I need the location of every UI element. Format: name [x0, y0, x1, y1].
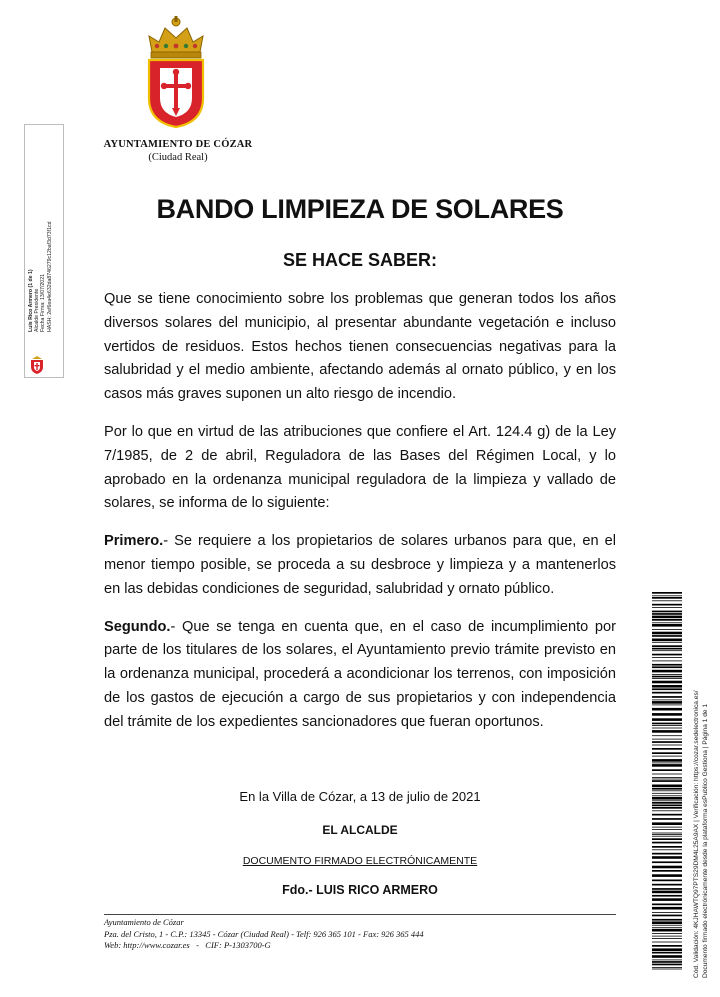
barcode-bar — [652, 607, 682, 608]
barcode-bar — [652, 912, 682, 913]
second-text: - Que se tenga en cuenta que, en el caso de incumplimiento por parte de los titulares de los solares, el Ayuntamiento previo trámite previsto en la ordenanza municipal, procederá a acondicionar los terrenos, con imposición de los gastos de ejecución a cargo de sus propietarios y con independencia del trámite de los expedientes sancionadores que fueran oportunos. — [104, 618, 616, 730]
barcode-bar — [652, 907, 682, 910]
barcode-bar — [652, 645, 682, 647]
barcode-bar — [652, 624, 682, 627]
barcode-bar — [652, 904, 682, 906]
barcode-bar — [652, 874, 682, 877]
signature-details — [28, 222, 53, 332]
footer-divider — [104, 914, 616, 915]
barcode-bar — [652, 597, 682, 599]
barcode-bar — [652, 774, 682, 775]
barcode-bar — [652, 919, 682, 921]
barcode-bar — [652, 880, 682, 882]
barcode-bar — [652, 802, 682, 804]
barcode-bar — [652, 948, 682, 951]
barcode-bar — [652, 595, 682, 596]
barcode-bar — [652, 861, 682, 863]
barcode-bar — [652, 836, 682, 837]
signature-hash-line: HASH: 2ef6ea4e632da8746279c12baf3d73f1cd — [46, 221, 53, 332]
barcode-bar — [652, 756, 682, 757]
date-line: En la Villa de Cózar, a 13 de julio de 2021 — [239, 789, 481, 804]
barcode-bar — [652, 856, 682, 859]
barcode-bar — [652, 748, 682, 750]
barcode-bar — [652, 632, 682, 635]
signature-date-line: Fecha Firma: 13/07/2021 — [40, 274, 47, 332]
barcode-bar — [652, 829, 682, 830]
electronic-signature-text: DOCUMENTO FIRMADO ELECTRÓNICAMENTE — [242, 855, 478, 867]
barcode-bar — [652, 793, 682, 794]
signer-name: Fdo.- LUIS RICO ARMERO — [282, 883, 438, 897]
barcode-bar — [652, 735, 682, 736]
barcode-bar — [652, 888, 682, 890]
validation-info — [692, 690, 710, 978]
barcode-bar — [652, 769, 682, 771]
barcode-bar — [652, 713, 682, 716]
document-body — [104, 288, 616, 749]
barcode-bar — [652, 701, 682, 704]
barcode-bar — [652, 797, 682, 800]
barcode-bar — [652, 834, 682, 835]
barcode-bar — [652, 925, 682, 926]
barcode-bar — [652, 805, 682, 807]
barcode-bar — [652, 681, 682, 684]
barcode-bar — [652, 700, 682, 701]
barcode-bar — [652, 752, 682, 754]
barcode-bar — [652, 827, 682, 828]
barcode-bar — [652, 670, 682, 673]
barcode-bar — [652, 777, 682, 778]
barcode-bar — [652, 891, 682, 894]
barcode-bar — [652, 650, 682, 651]
barcode-bar — [652, 688, 682, 690]
barcode-bar — [652, 849, 682, 850]
barcode-bar — [652, 810, 682, 811]
paragraph-second — [104, 616, 616, 735]
barcode-bar — [652, 785, 682, 788]
barcode-bar — [652, 692, 682, 694]
barcode-bar — [652, 592, 682, 594]
barcode-bar — [652, 807, 682, 809]
barcode-bar — [652, 604, 682, 606]
shield-icon — [149, 60, 203, 127]
barcode-bar — [652, 685, 682, 688]
first-text: - Se requiere a los propietarios de solares urbanos para que, en el menor tiempo posible, se proceda a su desbroce y limpieza y a mantenerlos en las debidas condiciones de seguridad, salubridad y ornato público. — [104, 533, 616, 597]
barcode-bar — [652, 678, 682, 679]
barcode-bar — [652, 674, 682, 675]
barcode-bar — [652, 718, 682, 721]
barcode-bar — [652, 745, 682, 746]
barcode-bar — [652, 814, 682, 816]
signer-title: EL ALCALDE — [322, 823, 398, 837]
barcode-bar — [652, 788, 682, 790]
barcode-bar — [652, 945, 682, 947]
barcode-bar — [652, 696, 682, 698]
barcode-bar — [652, 764, 682, 767]
paragraph-intro: Que se tiene conocimiento sobre los problemas que generan todos los años diversos solares del municipio, al presentar abundante vegetación e incluso vertidos de residuos. Estos hechos tienen consecuencias negativas para la salubridad y el medio ambiente, afectando además al ornato público, y en los casos más graves suponen un alto riesgo de incendio. — [104, 291, 616, 403]
barcode-bar — [652, 967, 682, 968]
barcode-bar — [652, 779, 682, 780]
barcode-bar — [652, 895, 682, 897]
barcode-bar — [652, 600, 682, 601]
barcode-bar — [652, 613, 682, 615]
barcode-icon — [652, 592, 682, 972]
paragraph-legal-basis: Por lo que en virtud de las atribuciones que confiere el Art. 124.4 g) de la Ley 7/1985, de 2 de abril, Reguladora de las Bases del Régimen Local, y lo aprobado en la ordenanza municipal reguladora de la limpieza y vallado de solares, se informa de lo siguiente: — [104, 423, 616, 512]
barcode-bar — [652, 961, 682, 963]
barcode-bar — [652, 853, 682, 855]
barcode-bar — [652, 933, 682, 934]
barcode-bar — [652, 763, 682, 764]
barcode-bar — [652, 642, 682, 643]
barcode-bar — [652, 622, 682, 623]
barcode-bar — [652, 927, 682, 928]
coat-of-arms-icon — [143, 16, 209, 128]
barcode-bar — [652, 619, 682, 621]
barcode-bar — [652, 866, 682, 869]
barcode-bar — [652, 842, 682, 844]
barcode-bar — [652, 654, 682, 656]
footer-web: Web: http://www.cozar.es - CIF: P-1303700-G — [104, 940, 271, 950]
validation-platform: Documento firmado electrónicamente desde la plataforma esPublico Gestiona | Página 1 de 1 — [702, 703, 709, 978]
barcode-bar — [652, 795, 682, 796]
document-subtitle: SE HACE SABER: — [282, 250, 438, 270]
barcode-bar — [652, 822, 682, 825]
barcode-bar — [652, 648, 682, 650]
organization-region: (Ciudad Real) — [148, 152, 208, 163]
barcode-bar — [652, 676, 682, 678]
barcode-bar — [652, 942, 682, 943]
barcode-bar — [652, 884, 682, 886]
barcode-bar — [652, 790, 682, 791]
barcode-bar — [652, 657, 682, 658]
footer — [104, 917, 616, 952]
barcode-bar — [652, 921, 682, 924]
barcode-bar — [652, 838, 682, 840]
barcode-bar — [652, 708, 682, 711]
barcode-bar — [652, 800, 682, 801]
barcode-bar — [652, 833, 682, 834]
barcode-bar — [652, 629, 682, 630]
barcode-bar — [652, 960, 682, 961]
barcode-bar — [652, 741, 682, 743]
barcode-bar — [652, 915, 682, 917]
signer-role-line: Alcalde Presidente — [34, 288, 41, 332]
barcode-bar — [652, 846, 682, 848]
barcode-bar — [652, 818, 682, 820]
barcode-bar — [652, 780, 682, 782]
crown-icon — [149, 16, 203, 58]
second-label: Segundo. — [104, 618, 171, 635]
barcode-bar — [652, 952, 682, 954]
footer-org: Ayuntamiento de Cózar — [104, 917, 184, 927]
barcode-bar — [652, 938, 682, 939]
barcode-bar — [652, 870, 682, 872]
barcode-bar — [652, 611, 682, 613]
footer-address: Pza. del Cristo, 1 - C.P.: 13345 - Cózar (Ciudad Real) - Telf: 926 365 101 - Fax: 926 365 444 — [104, 928, 424, 939]
barcode-bar — [652, 955, 682, 958]
barcode-bar — [652, 664, 682, 666]
barcode-bar — [652, 936, 682, 937]
barcode-bar — [652, 739, 682, 740]
barcode-bar — [652, 666, 682, 668]
barcode-bar — [652, 723, 682, 725]
barcode-bar — [652, 728, 682, 729]
barcode-bar — [652, 759, 682, 762]
barcode-bar — [652, 705, 682, 706]
barcode-bar — [652, 929, 682, 932]
barcode-bar — [652, 616, 682, 619]
validation-code: Cód. Validación: 4KJHAWTQ97PTS29DM4L25A9AX | Verificación: https://cozar.sedelectronica.es/ — [693, 690, 700, 978]
signer-line: Luis Rico Armero (1 de 1) — [28, 269, 34, 332]
barcode-bar — [652, 898, 682, 901]
municipal-seal-icon — [30, 356, 44, 374]
first-label: Primero. — [104, 533, 164, 550]
barcode-bar — [652, 725, 682, 726]
paragraph-first — [104, 530, 616, 601]
barcode-bar — [652, 639, 682, 642]
barcode-bar — [652, 969, 682, 970]
barcode-bar — [652, 964, 682, 966]
barcode-bar — [652, 635, 682, 637]
electronic-signature-notice — [104, 855, 616, 867]
document-title: BANDO LIMPIEZA DE SOLARES — [156, 194, 564, 224]
barcode-bar — [652, 730, 682, 733]
barcode-bar — [652, 661, 682, 662]
organization-name: AYUNTAMIENTO DE CÓZAR — [103, 139, 253, 150]
